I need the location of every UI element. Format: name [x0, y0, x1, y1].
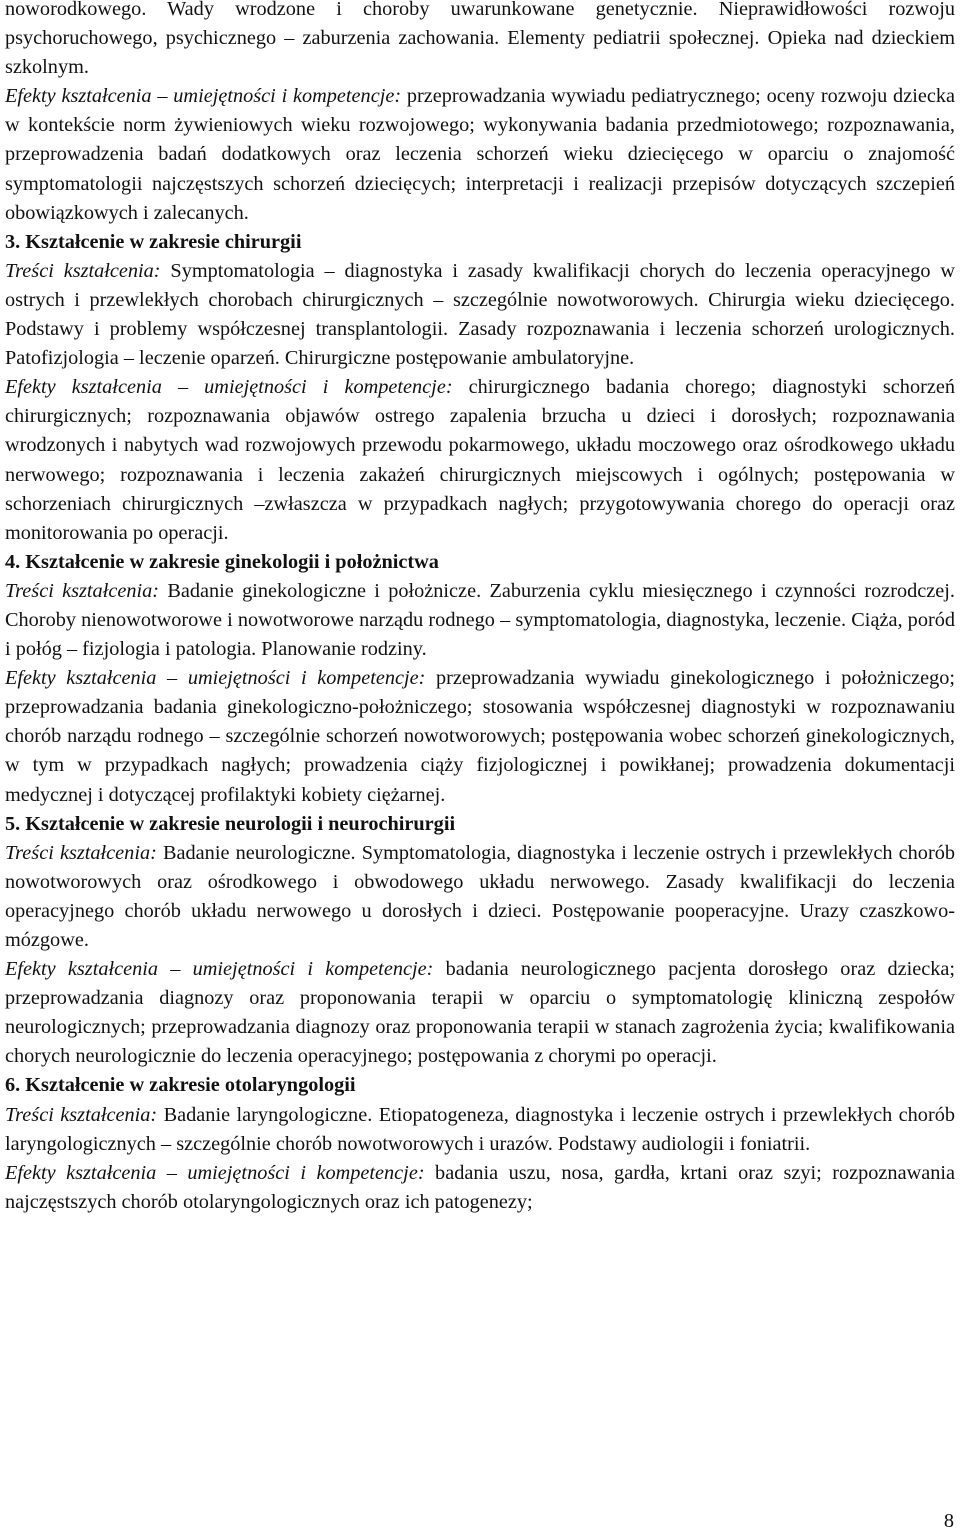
section-outcomes-paragraph	[5, 664, 955, 809]
outcomes-lead: Efekty kształcenia – umiejętności i kompetencje:	[5, 376, 453, 399]
section-content-paragraph	[5, 839, 955, 955]
outcomes-lead: Efekty kształcenia – umiejętności i kompetencje:	[5, 958, 434, 981]
intro-paragraph	[5, 0, 955, 82]
outcomes-lead: Efekty kształcenia – umiejętności i kompetencje:	[5, 85, 402, 108]
content-text: Badanie ginekologiczne i położnicze. Zaburzenia cyklu miesięcznego i czynności rozrodczej. Choroby nienowotworowe i nowotworowe narządu rodnego – symptomatologia, diagnostyka, leczenie. Ciąża, poród i połóg – fizjologia i patologia. Planowanie rodziny.	[5, 579, 955, 661]
outcomes-text: chirurgicznego badania chorego; diagnostyki schorzeń chirurgicznych; rozpoznawania objawów ostrego zapalenia brzucha u dzieci i dorosłych; rozpoznawania wrodzonych i nabytych wad rozwojowych przewodu pokarmowego, układu moczowego oraz ośrodkowego układu nerwowego; rozpoznawania i leczenia zakażeń chirurgicznych miejscowych i ogólnych; postępowania w schorzeniach chirurgicznych –zwłaszcza w przypadkach nagłych; przygotowywania chorego do operacji oraz monitorowania po operacji.	[5, 376, 955, 544]
content-lead: Treści kształcenia:	[5, 841, 157, 864]
outcomes-text: przeprowadzania wywiadu pediatrycznego; oceny rozwoju dziecka w kontekście norm żywieniowych wieku rozwojowego; wykonywania badania przedmiotowego; rozpoznawania, przeprowadzenia badań dodatkowych oraz leczenia schorzeń wieku dziecięcego w oparciu o znajomość symptomatologii najczęstszych schorzeń dziecięcych; interpretacji i realizacji przepisów dotyczących szczepień obowiązkowych i zalecanych.	[5, 85, 955, 224]
content-lead: Treści kształcenia:	[5, 259, 161, 282]
section-content-paragraph	[5, 1101, 955, 1159]
outcomes-lead: Efekty kształcenia – umiejętności i kompetencje:	[5, 667, 426, 690]
section-heading: 5. Kształcenie w zakresie neurologii i neurochirurgii	[5, 812, 456, 835]
page-number: 8	[943, 1510, 954, 1532]
outcomes-text: badania neurologicznego pacjenta dorosłego oraz dziecka; przeprowadzania diagnozy oraz proponowania terapii w oparciu o symptomatologię kliniczną zespołów neurologicznych; przeprowadzania diagnozy oraz proponowania terapii w stanach zagrożenia życia; kwalifikowania chorych neurologicznie do leczenia operacyjnego; postępowania z chorymi po operacji.	[5, 958, 956, 1068]
outcomes-text: przeprowadzania wywiadu ginekologicznego i położniczego; przeprowadzania badania ginekologiczno-położniczego; stosowania współczesnej diagnostyki w rozpoznawaniu chorób narządu rodnego – szczególnie schorzeń nowotworowych; postępowania wobec schorzeń ginekologicznych, w tym w przypadkach nagłych; prowadzenia ciąży fizjologicznej i powikłanej; prowadzenia dokumentacji medycznej i dotyczącej profilaktyki kobiety ciężarnej.	[5, 667, 955, 806]
content-lead: Treści kształcenia:	[5, 1103, 158, 1126]
outcomes-lead: Efekty kształcenia – umiejętności i kompetencje:	[5, 1161, 425, 1184]
intro-outcomes-paragraph	[5, 82, 955, 227]
section-outcomes-paragraph	[5, 373, 955, 548]
content-text: Symptomatologia – diagnostyka i zasady kwalifikacji chorych do leczenia operacyjnego w ostrych i przewlekłych chorobach chirurgicznych – szczególnie nowotworowych. Chirurgia wieku dziecięcego. Podstawy i problemy współczesnej transplantologii. Zasady rozpoznawania i leczenia schorzeń urologicznych. Patofizjologia – leczenie oparzeń. Chirurgiczne postępowanie ambulatoryjne.	[5, 259, 955, 370]
section-content-paragraph	[5, 257, 955, 373]
document-page	[5, 0, 955, 1217]
content-lead: Treści kształcenia:	[5, 579, 160, 602]
section-content-paragraph	[5, 577, 955, 664]
section-heading: 4. Kształcenie w zakresie ginekologii i położnictwa	[5, 550, 439, 573]
outcomes-text: badania uszu, nosa, gardła, krtani oraz szyi; rozpoznawania najczęstszych chorób otolaryngologicznych oraz ich patogenezy;	[5, 1161, 955, 1213]
section-heading: 6. Kształcenie w zakresie otolaryngologii	[5, 1074, 356, 1097]
section-heading: 3. Kształcenie w zakresie chirurgii	[5, 230, 302, 253]
content-text: Badanie neurologiczne. Symptomatologia, diagnostyka i leczenie ostrych i przewlekłych chorób nowotworowych oraz ośrodkowego i obwodowego układu nerwowego. Zasady kwalifikacji do leczenia operacyjnego chorób układu nerwowego u dorosłych i dzieci. Postępowanie pooperacyjne. Urazy czaszkowo-mózgowe.	[5, 841, 955, 951]
section-outcomes-paragraph	[5, 1159, 955, 1217]
intro-text: noworodkowego. Wady wrodzone i choroby uwarunkowane genetycznie. Nieprawidłowości rozwoju psychoruchowego, psychicznego – zaburzenia zachowania. Elementy pediatrii społecznej. Opieka nad dzieckiem szkolnym.	[5, 0, 955, 79]
section-outcomes-paragraph	[5, 955, 955, 1071]
content-text: Badanie laryngologiczne. Etiopatogeneza, diagnostyka i leczenie ostrych i przewlekłych chorób laryngologicznych – szczególnie chorób nowotworowych i urazów. Podstawy audiologii i foniatrii.	[5, 1103, 955, 1155]
